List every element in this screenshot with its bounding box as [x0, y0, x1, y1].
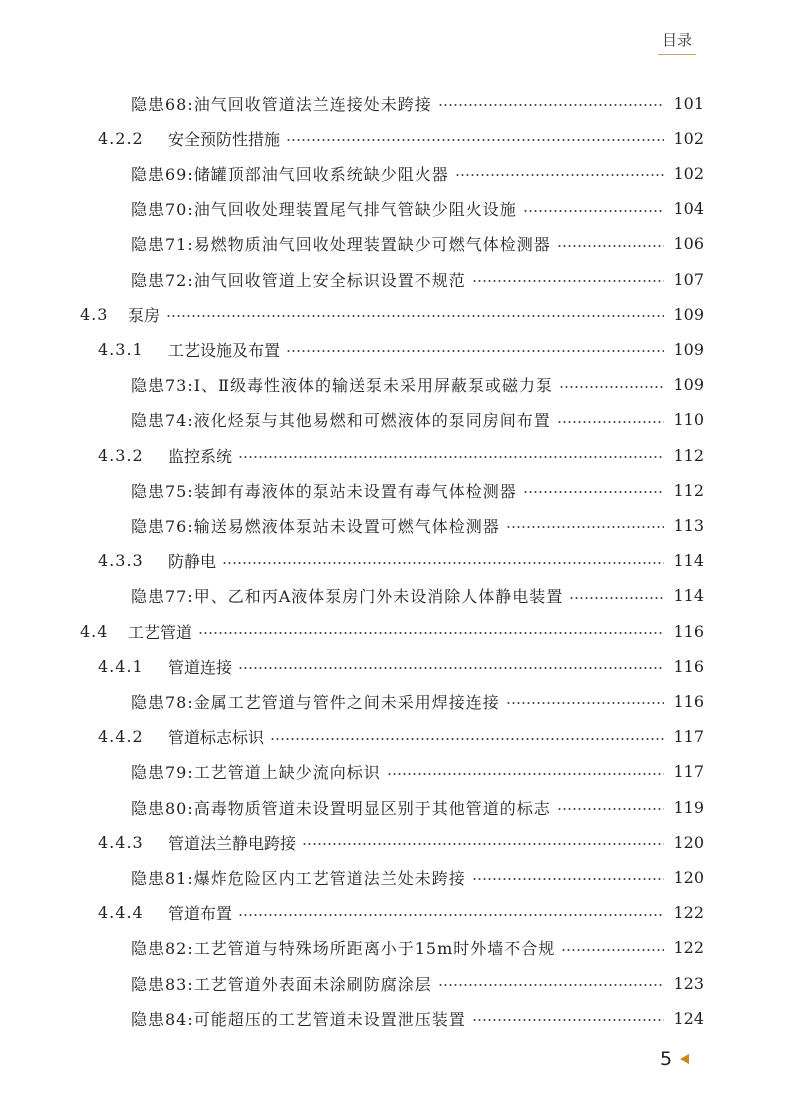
toc-entry-page: 120 [673, 832, 704, 852]
toc-entry-title: 隐患70:油气回收处理装置尾气排气管缺少阻火设施 [131, 200, 517, 220]
dot-leader [472, 1019, 664, 1021]
toc-entry-number: 4.3.1 [98, 339, 144, 359]
toc-entry[interactable] [131, 1001, 704, 1035]
toc-entry-title: 管道标志标识 [168, 728, 265, 748]
dot-leader [238, 914, 664, 916]
toc-entry[interactable] [98, 896, 704, 930]
dot-leader [557, 421, 664, 423]
toc-entry-page: 109 [673, 304, 704, 324]
dot-leader [557, 245, 664, 247]
toc-entry-page: 109 [673, 375, 704, 395]
toc-entry-title: 泵房 [128, 305, 161, 325]
dot-leader [523, 210, 664, 212]
dot-leader [455, 174, 664, 176]
toc-entry-page: 114 [673, 586, 704, 606]
dot-leader [472, 280, 664, 282]
toc-entry-title: 工艺管道 [128, 622, 193, 642]
toc-entry[interactable] [98, 121, 704, 155]
dot-leader [222, 562, 664, 564]
toc-entry-title: 隐患82:工艺管道与特殊场所距离小于15m时外墙不合规 [131, 939, 556, 959]
toc-entry-page: 112 [673, 445, 704, 465]
toc-entry-page: 117 [673, 727, 704, 747]
toc-entry-page: 102 [673, 128, 704, 148]
toc-entry-title: 隐患80:高毒物质管道未设置明显区别于其他管道的标志 [131, 798, 551, 818]
toc-entry[interactable] [131, 966, 704, 1000]
toc-entry-page: 106 [673, 234, 704, 254]
dot-leader [561, 949, 664, 951]
toc-entry-title: 防静电 [168, 552, 217, 572]
toc-entry[interactable] [80, 614, 704, 648]
toc-entry[interactable] [131, 860, 704, 894]
dot-leader [166, 315, 664, 317]
toc-entry[interactable] [131, 403, 704, 437]
toc-entry-title: 隐患76:输送易燃液体泵站未设置可燃气体检测器 [131, 516, 500, 536]
toc-entry-title: 隐患77:甲、乙和丙A液体泵房门外未设消除人体静电装置 [131, 587, 564, 607]
toc-entry-number: 4.3.2 [98, 445, 144, 465]
toc-entry-title: 隐患68:油气回收管道法兰连接处未跨接 [131, 94, 432, 114]
dot-leader [438, 104, 664, 106]
toc-entry-title: 管道布置 [168, 904, 233, 924]
toc-entry-page: 107 [673, 269, 704, 289]
toc-entry-title: 隐患75:装卸有毒液体的泵站未设置有毒气体检测器 [131, 481, 517, 501]
toc-entry[interactable] [131, 227, 704, 261]
dot-leader [238, 456, 664, 458]
toc-entry-page: 109 [673, 339, 704, 359]
toc-entry[interactable] [131, 262, 704, 296]
toc-entry[interactable] [131, 156, 704, 190]
dot-leader [523, 491, 664, 493]
toc-entry-page: 119 [673, 797, 704, 817]
toc-entry[interactable] [131, 368, 704, 402]
dot-leader [557, 808, 664, 810]
dot-leader [270, 738, 664, 740]
dot-leader [506, 526, 664, 528]
toc-entry[interactable] [98, 544, 704, 578]
toc-entry[interactable] [131, 931, 704, 965]
toc-entry[interactable] [98, 825, 704, 859]
toc-entry-title: 隐患81:爆炸危险区内工艺管道法兰处未跨接 [131, 868, 466, 888]
toc-entry-title: 管道连接 [168, 657, 233, 677]
dot-leader [286, 350, 664, 352]
dot-leader [286, 139, 664, 141]
toc-entry-title: 隐患69:储罐顶部油气回收系统缺少阻火器 [131, 164, 449, 184]
dot-leader [438, 984, 664, 986]
toc-entry-page: 114 [673, 551, 704, 571]
toc-entry[interactable] [131, 684, 704, 718]
toc-entry-number: 4.4.1 [98, 656, 144, 676]
running-header [658, 30, 696, 55]
toc-entry-page: 113 [673, 515, 704, 535]
toc-entry-title: 隐患73:Ⅰ、Ⅱ级毒性液体的输送泵未采用屏蔽泵或磁力泵 [131, 376, 553, 396]
dot-leader [302, 843, 664, 845]
toc-entry-number: 4.4.2 [98, 727, 144, 747]
dot-leader [198, 632, 664, 634]
toc-entry-title: 安全预防性措施 [168, 129, 281, 149]
toc-entry-title: 隐患71:易燃物质油气回收处理装置缺少可燃气体检测器 [131, 235, 551, 255]
toc-entry-title: 隐患83:工艺管道外表面未涂刷防腐涂层 [131, 974, 432, 994]
toc-entry-page: 123 [673, 973, 704, 993]
toc-entry[interactable] [98, 438, 704, 472]
toc-entry[interactable] [131, 473, 704, 507]
toc-entry-page: 122 [673, 938, 704, 958]
toc-entry[interactable] [131, 86, 704, 120]
toc-entry[interactable] [131, 790, 704, 824]
toc-entry-title: 隐患79:工艺管道上缺少流向标识 [131, 763, 381, 783]
toc-entry[interactable] [80, 297, 704, 331]
toc-entry-number: 4.3.3 [98, 551, 144, 571]
toc-entry-title: 监控系统 [168, 446, 233, 466]
toc-entry-page: 116 [673, 691, 704, 711]
toc-entry[interactable] [98, 720, 704, 754]
toc-entry-page: 116 [673, 621, 704, 641]
dot-leader [506, 702, 664, 704]
running-header-title: 目录 [661, 31, 692, 49]
dot-leader [472, 878, 664, 880]
toc-entry-title: 隐患84:可能超压的工艺管道未设置泄压装置 [131, 1009, 466, 1029]
toc-entry-number: 4.4.3 [98, 832, 144, 852]
page-footer [660, 1048, 689, 1070]
toc-entry-title: 工艺设施及布置 [168, 340, 281, 360]
toc-entry-page: 120 [673, 867, 704, 887]
dot-leader [238, 667, 664, 669]
header-rule [658, 54, 696, 55]
toc-entry-page: 102 [673, 163, 704, 183]
toc-entry-number: 4.4 [80, 621, 109, 641]
dot-leader [387, 773, 664, 775]
toc-entry-page: 110 [673, 410, 704, 430]
toc-entry[interactable] [131, 192, 704, 226]
toc-entry-page: 101 [673, 93, 704, 113]
toc-entry-page: 124 [673, 1008, 704, 1028]
toc-entry-title: 隐患74:液化烃泵与其他易燃和可燃液体的泵同房间布置 [131, 411, 551, 431]
toc-entry-title: 隐患78:金属工艺管道与管件之间未采用焊接连接 [131, 692, 500, 712]
toc-entry-page: 112 [673, 480, 704, 500]
toc-entry-number: 4.3 [80, 304, 109, 324]
toc-entry-page: 117 [673, 762, 704, 782]
toc-entry-number: 4.2.2 [98, 128, 144, 148]
dot-leader [559, 386, 664, 388]
toc-entry-page: 116 [673, 656, 704, 676]
toc-entry[interactable] [131, 755, 704, 789]
toc-entry-number: 4.4.4 [98, 903, 144, 923]
dot-leader [569, 597, 664, 599]
toc-entry-page: 122 [673, 903, 704, 923]
triangle-left-icon [680, 1054, 689, 1064]
toc-entry[interactable] [131, 508, 704, 542]
toc-entry-page: 104 [673, 199, 704, 219]
page-number: 5 [660, 1048, 673, 1070]
toc-entry-title: 隐患72:油气回收管道上安全标识设置不规范 [131, 270, 466, 290]
toc-entry-title: 管道法兰静电跨接 [168, 833, 297, 853]
toc-entry[interactable] [131, 579, 704, 613]
toc-entry[interactable] [98, 332, 704, 366]
toc-entry[interactable] [98, 649, 704, 683]
